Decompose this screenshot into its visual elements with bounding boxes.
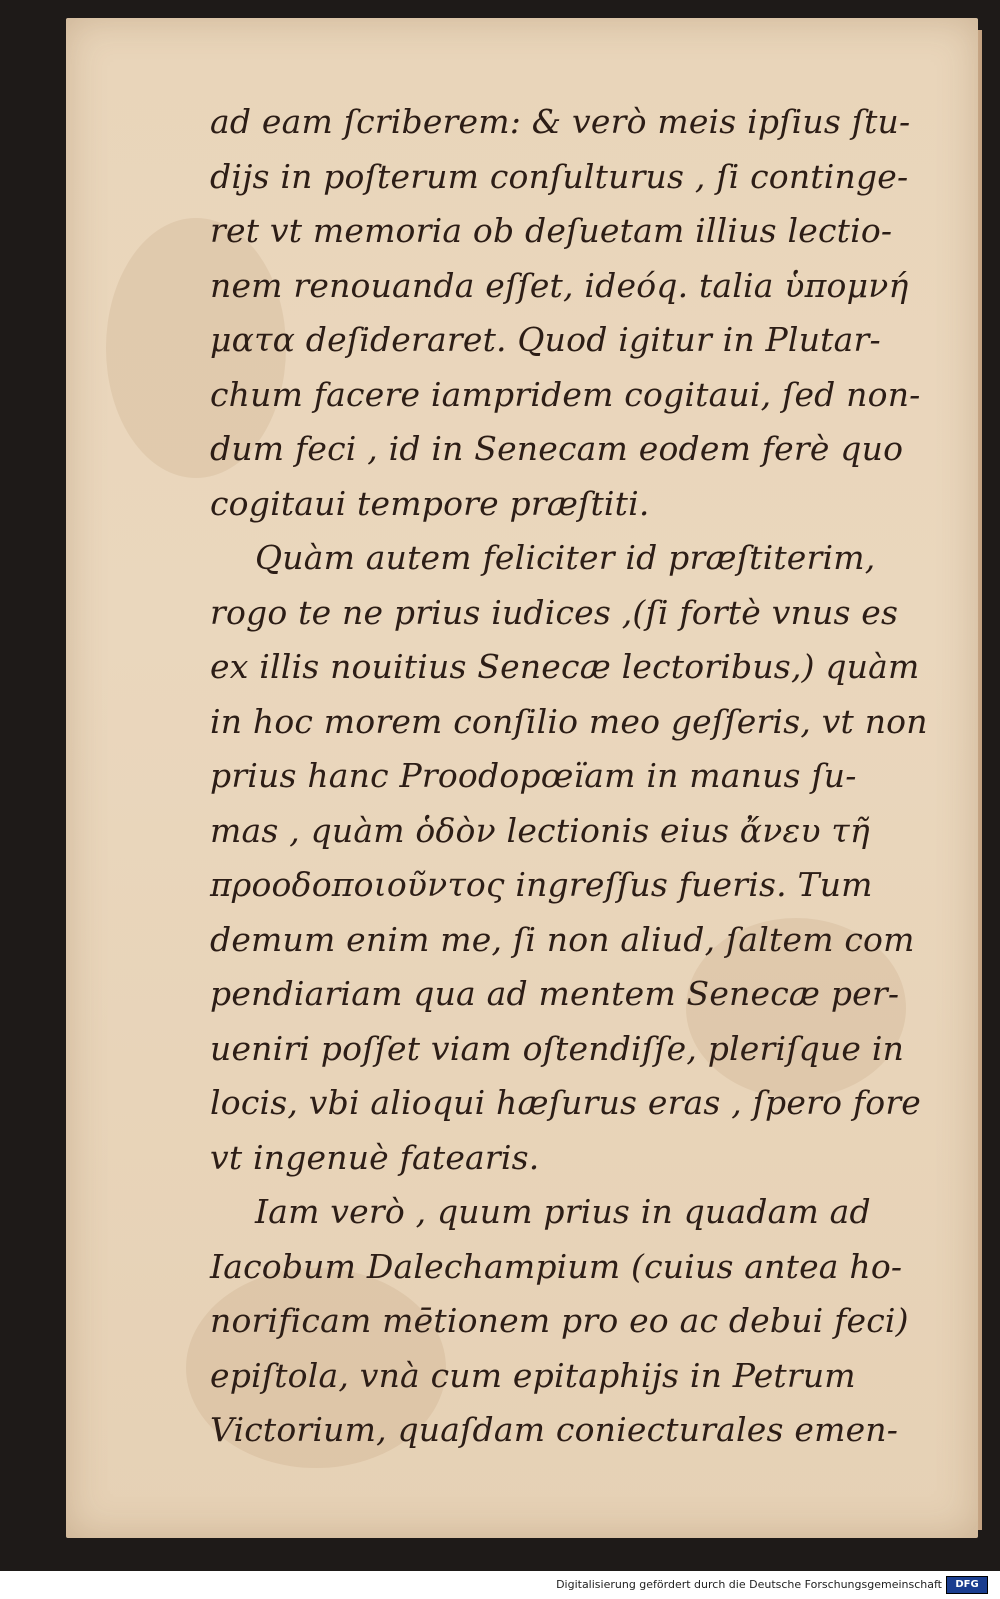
dfg-logo: DFG [946,1576,988,1594]
text-line: dum feci , id in Senecam eodem ferè quo [210,429,904,468]
text-line: rogo te ne prius iudices ,(ſi fortè vnus es [210,592,899,632]
funding-credit: Digitalisierung gefördert durch die Deutsche Forschungsgemeinschaft [556,1578,942,1591]
text-line: ad eam ſcriberem: & verò meis ipſius ſtu- [210,102,911,141]
page-text [210,95,950,1458]
text-line: prius hanc Proodopœïam in manus ſu- [210,756,857,795]
text-line: ret vt memoria ob deſuetam illius lectio- [210,211,893,250]
text-line: demum enim me, ſi non aliud, ſaltem com [210,919,915,959]
footer-bar [0,1571,1000,1599]
text-line: locis, vbi alioqui hæſurus eras , ſpero fore [210,1083,922,1122]
text-line: mas , quàm ὁδὸν lectionis eius ἄνευ τῆ [210,810,870,850]
text-line: Iacobum Dalechampium (cuius antea ho- [210,1246,903,1286]
text-line: Iam verò , quum prius in quadam ad [255,1192,871,1231]
text-line: ueniri poſſet viam oſtendiſſe, pleriſque in [210,1028,905,1068]
text-line: προοδοποιοῦντος ingreſſus fueris. Tum [210,865,873,904]
text-line: in hoc morem conſilio meo geſſeris, vt non [210,701,928,741]
text-line: norificam mētionem pro eo ac debui feci) [210,1301,909,1340]
text-line: Quàm autem feliciter id præſtiterim, [255,538,876,577]
text-line: cogitaui tempore præſtiti. [210,483,650,523]
text-line: ματα deſideraret. Quod igitur in Plutar- [210,320,881,359]
text-line: Victorium, quaſdam coniecturales emen- [210,1410,899,1449]
text-line: nem renouanda eſſet, ideóq. talia ὑπομνή [210,265,909,305]
text-line: pendiariam qua ad mentem Senecæ per- [210,974,900,1013]
text-line: ex illis nouitius Senecæ lectoribus,) quàm [210,647,920,686]
text-line: chum facere iampridem cogitaui, ſed non- [210,374,921,414]
text-line: epiſtola, vnà cum epitaphijs in Petrum [210,1355,856,1395]
text-line: dijs in poſterum conſulturus , ſi continge- [210,156,909,196]
text-line: vt ingenuè fatearis. [210,1137,540,1177]
